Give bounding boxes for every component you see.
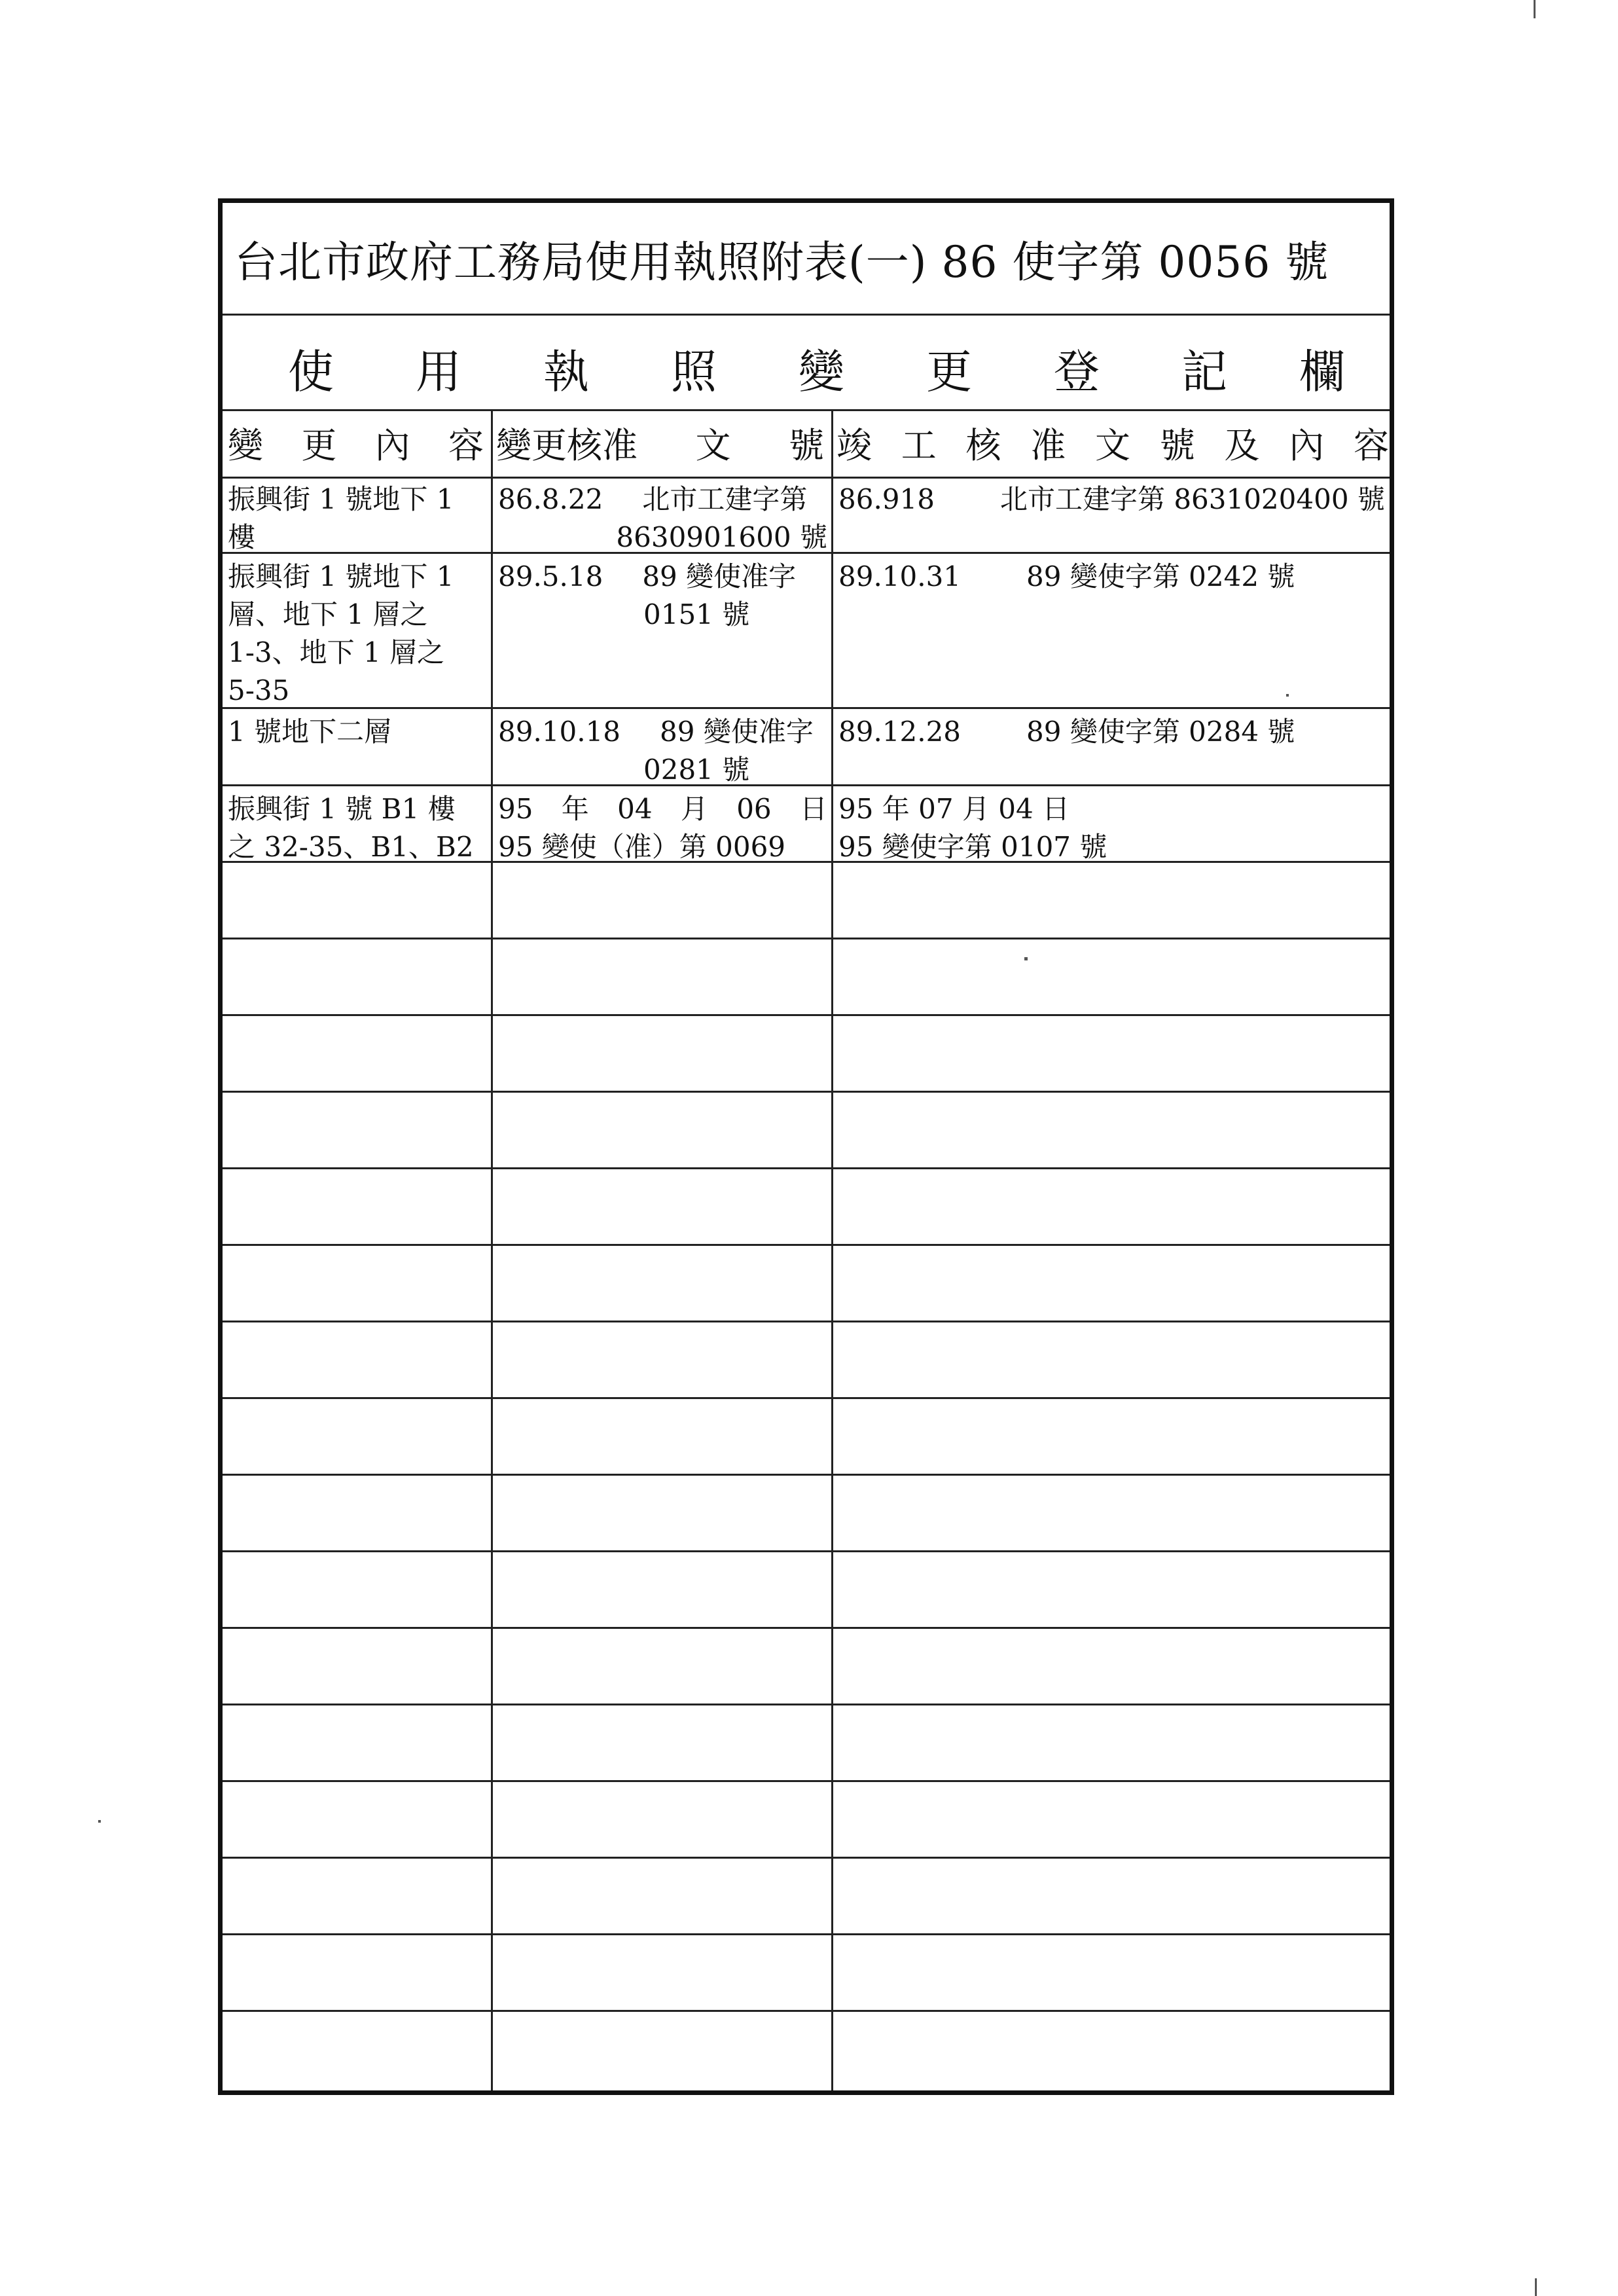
empty-table-row	[223, 1859, 1390, 1935]
scan-speck	[1024, 957, 1028, 960]
empty-table-row	[223, 1782, 1390, 1859]
section-heading	[223, 316, 1390, 411]
empty-table-row	[223, 1705, 1390, 1782]
empty-table-row	[223, 1552, 1390, 1629]
table-row	[223, 477, 1390, 554]
empty-table-row	[223, 1246, 1390, 1322]
completion-cell: 86.918 北市工建字第 8631020400 號	[838, 483, 1385, 515]
approval-cell: 95 年 04 月 06 日 95 變使（准）第 0069	[498, 793, 827, 863]
table-row	[223, 786, 1390, 863]
change-content-cell: 振興街 1 號地下 1 層、地下 1 層之 1-3、地下 1 層之 5-35	[228, 560, 454, 706]
column-divider	[831, 409, 833, 2090]
empty-table-row	[223, 939, 1390, 1016]
approval-cell: 89.5.18 89 變使准字 0151 號	[498, 560, 797, 630]
usage-license-form	[218, 198, 1394, 2095]
form-title: 台北市政府工務局使用執照附表(一) 86 使字第 0056 號	[223, 203, 1390, 316]
change-content-cell: 1 號地下二層	[228, 716, 392, 748]
completion-cell: 89.12.28 89 變使字第 0284 號	[838, 716, 1295, 748]
column-header-approval-number: 變更核准 文 號	[496, 425, 824, 466]
approval-cell: 86.8.22 北市工建字第 8630901600 號	[498, 483, 827, 553]
empty-table-row	[223, 1476, 1390, 1552]
completion-cell: 89.10.31 89 變使字第 0242 號	[838, 560, 1295, 592]
column-header-change-content: 變 更 內 容	[228, 425, 484, 466]
approval-cell: 89.10.18 89 變使准字 0281 號	[498, 716, 814, 786]
empty-table-row	[223, 1935, 1390, 2012]
heading-char: 記	[1181, 345, 1227, 399]
heading-char: 更	[926, 345, 972, 399]
completion-cell: 95 年 07 月 04 日 95 變使字第 0107 號	[838, 793, 1107, 863]
table-row	[223, 709, 1390, 786]
heading-char: 欄	[1299, 345, 1345, 399]
empty-table-row	[223, 1169, 1390, 1246]
column-header-completion-approval: 竣 工 核 准 文 號 及 內 容	[836, 425, 1389, 466]
heading-char: 登	[1054, 345, 1100, 399]
empty-table-row	[223, 2012, 1390, 2090]
change-content-cell: 振興街 1 號 B1 樓 之 32-35、B1、B2	[228, 793, 474, 863]
scan-speck	[98, 1820, 101, 1823]
empty-table-row	[223, 1093, 1390, 1169]
heading-char: 用	[416, 345, 461, 399]
empty-table-row	[223, 1322, 1390, 1399]
column-divider	[491, 409, 493, 2090]
heading-char: 變	[799, 345, 844, 399]
empty-table-row	[223, 1629, 1390, 1705]
column-headers	[223, 409, 1390, 479]
heading-char: 使	[288, 345, 334, 399]
table-row	[223, 554, 1390, 709]
empty-table-row	[223, 1399, 1390, 1476]
empty-table-row	[223, 863, 1390, 939]
scan-mark	[1535, 2278, 1537, 2296]
scan-mark	[1534, 0, 1536, 18]
change-content-cell: 振興街 1 號地下 1 樓	[228, 483, 454, 553]
scan-speck	[1286, 694, 1289, 697]
heading-char: 執	[543, 345, 589, 399]
empty-table-row	[223, 1016, 1390, 1093]
heading-char: 照	[671, 345, 717, 399]
